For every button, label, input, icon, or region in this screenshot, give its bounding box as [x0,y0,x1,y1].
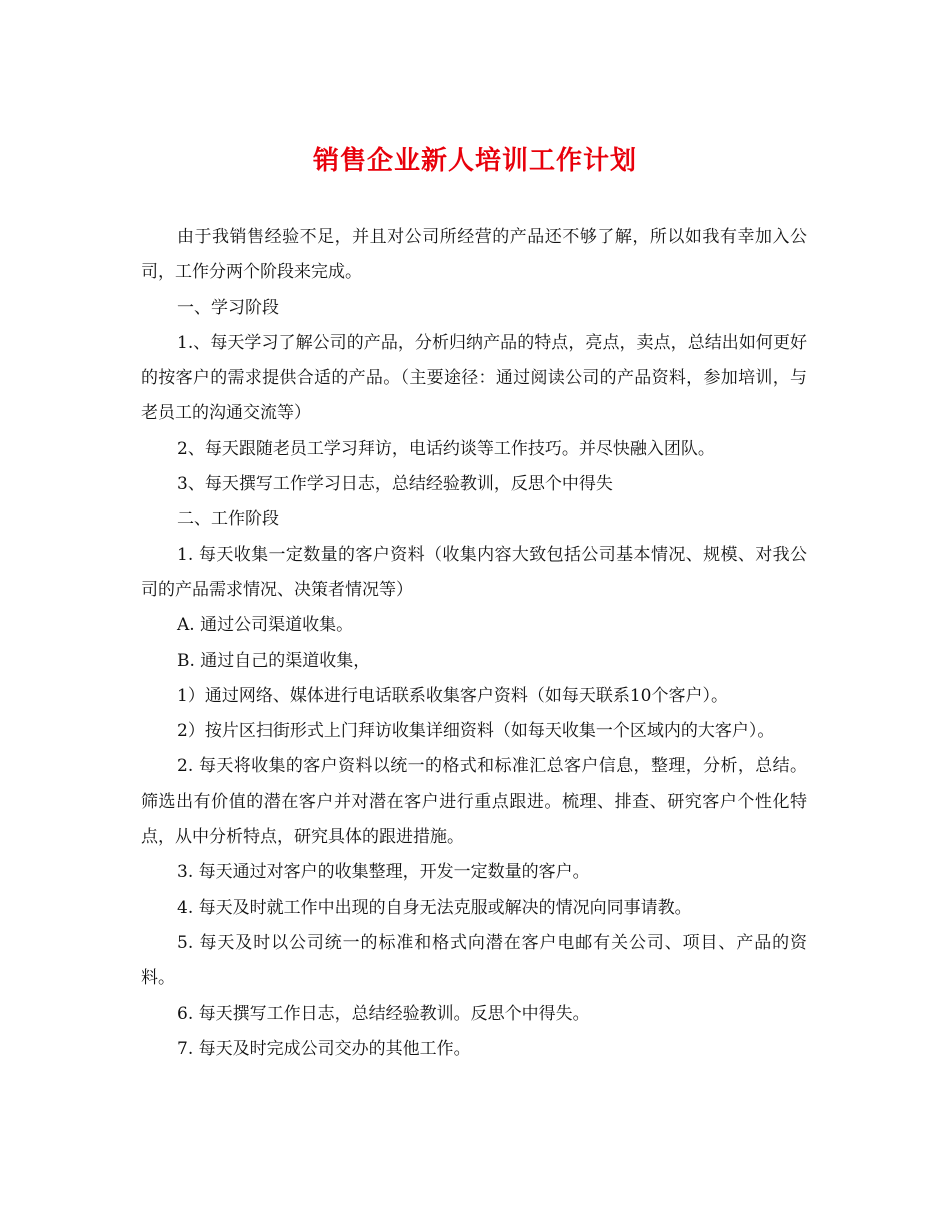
paragraph-work-1b: B. 通过自己的渠道收集， [177,650,371,671]
paragraph-work-7: 7. 每天及时完成公司交办的其他工作。 [177,1038,471,1059]
paragraph-work-1b-1: 1）通过网络、媒体进行电话联系收集客户资料（如每天联系10个客户）。 [177,685,728,706]
paragraph-work-2: 2. 每天将收集的客户资料以统一的格式和标准汇总客户信息，整理，分析，总结。筛选出有价值的潜在客户并对潜在客户进行重点跟进。梳理、排查、研究客户个性化特点，从中分析特点，研究具体的跟进措施。 [141,756,807,848]
paragraph-work-1a: A. 通过公司渠道收集。 [177,615,354,636]
document-body [141,220,807,1067]
paragraph-work-6: 6. 每天撰写工作日志，总结经验教训。反思个中得失。 [177,1003,590,1024]
section-heading-work: 二、工作阶段 [177,509,279,530]
section-heading-study: 一、学习阶段 [177,297,279,318]
paragraph-work-3: 3. 每天通过对客户的收集整理，开发一定数量的客户。 [177,862,590,883]
paragraph-study-3: 3、每天撰写工作学习日志，总结经验教训，反思个中得失 [177,474,613,495]
paragraph-intro: 由于我销售经验不足，并且对公司所经营的产品还不够了解，所以如我有幸加入公司，工作分两个阶段来完成。 [141,227,807,283]
paragraph-work-5: 5. 每天及时以公司统一的标准和格式向潜在客户电邮有关公司、项目、产品的资料。 [141,932,807,989]
document-title: 销售企业新人培训工作计划 [312,146,637,176]
paragraph-study-1: 1.、每天学习了解公司的产品，分析归纳产品的特点，亮点，卖点，总结出如何更好的按客户的需求提供合适的产品。（主要途径：通过阅读公司的产品资料，参加培训，与老员工的沟通交流等） [141,332,807,424]
paragraph-work-1: 1. 每天收集一定数量的客户资料（收集内容大致包括公司基本情况、规模、对我公司的产品需求情况、决策者情况等） [141,544,807,600]
paragraph-work-1b-2: 2）按片区扫街形式上门拜访收集详细资料（如每天收集一个区域内的大客户）。 [177,721,775,742]
paragraph-work-4: 4. 每天及时就工作中出现的自身无法克服或解决的情况向同事请教。 [177,897,692,918]
paragraph-study-2: 2、每天跟随老员工学习拜访，电话约谈等工作技巧。并尽快融入团队。 [177,438,715,459]
